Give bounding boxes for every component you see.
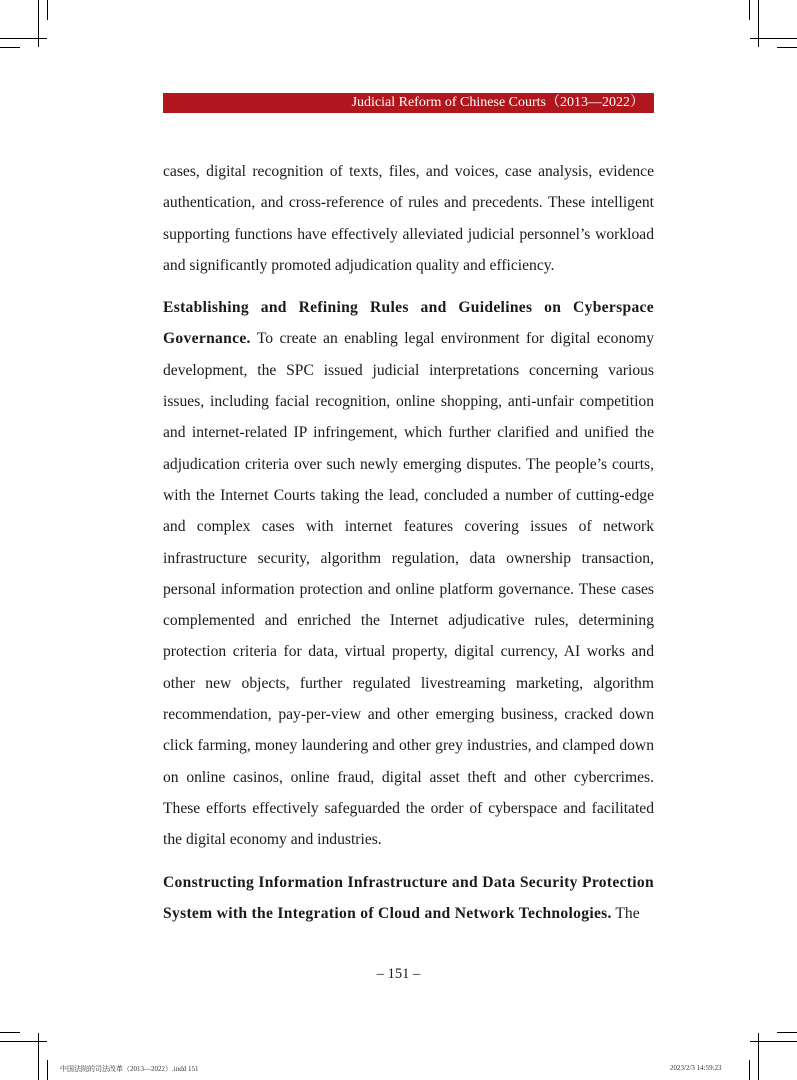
crop-mark <box>758 0 759 47</box>
crop-mark <box>0 38 47 39</box>
crop-mark <box>47 1060 48 1080</box>
page-number: – 151 – <box>376 966 421 982</box>
crop-mark <box>0 47 20 48</box>
paragraph-text: To create an enabling legal environment for digital economy development, the SPC issued judicial interpretations concerning various issues, including facial recognition, online shopping, anti-unfair competition and internet-related IP infringement, which further clarified and unified the adjudication criteria over such newly emerging disputes. The people’s courts, with the Internet Courts taking the lead, concluded a number of cutting-edge and complex cases with internet features covering issues of network infrastructure security, algorithm regulation, data ownership transaction, personal information protection and online platform governance. These cases complemented and enriched the Internet adjudicative rules, determining protection criteria for data, virtual property, digital currency, AI works and other new objects, further regulated livestreaming marketing, algorithm recommendation, pay-per-view and other emerging business, cracked down click farming, money laundering and other grey industries, and clamped down on online casinos, online fraud, digital asset theft and other cybercrimes. These efforts effectively safeguarded the order of cyberspace and facilitated the digital economy and industries. <box>163 330 654 849</box>
crop-mark <box>777 1032 797 1033</box>
crop-mark <box>750 38 797 39</box>
running-header <box>163 93 654 113</box>
section-heading: Establishing and Refining Rules and Guidelines on Cyberspace Governance. <box>163 299 654 348</box>
body-paragraph <box>163 156 654 281</box>
crop-mark <box>47 0 48 20</box>
crop-mark <box>750 1041 797 1042</box>
running-header-title: Judicial Reform of Chinese Courts（2013—2022） <box>351 95 644 110</box>
footer-file-name: 中国法院的司法改革（2013—2022）.indd 151 <box>60 1065 199 1073</box>
body-paragraph <box>163 867 654 930</box>
paragraph-text: cases, digital recognition of texts, files, and voices, case analysis, evidence authentication, and cross-reference of rules and precedents. These intelligent supporting functions have effectively alleviated judicial personnel’s workload and significantly promoted adjudication quality and efficiency. <box>163 163 654 274</box>
paragraph-text: The <box>611 904 640 922</box>
page-body <box>163 156 654 929</box>
crop-mark <box>749 1060 750 1080</box>
crop-mark <box>38 0 39 47</box>
crop-mark <box>0 1041 47 1042</box>
body-paragraph <box>163 292 654 855</box>
section-heading: Constructing Information Infrastructure and Data Security Protection System with the Integration of Cloud and Network Technologies. <box>163 873 654 922</box>
footer-timestamp: 2023/2/3 14:59:23 <box>670 1064 722 1072</box>
crop-mark <box>749 0 750 20</box>
crop-mark <box>777 47 797 48</box>
crop-mark <box>0 1032 20 1033</box>
